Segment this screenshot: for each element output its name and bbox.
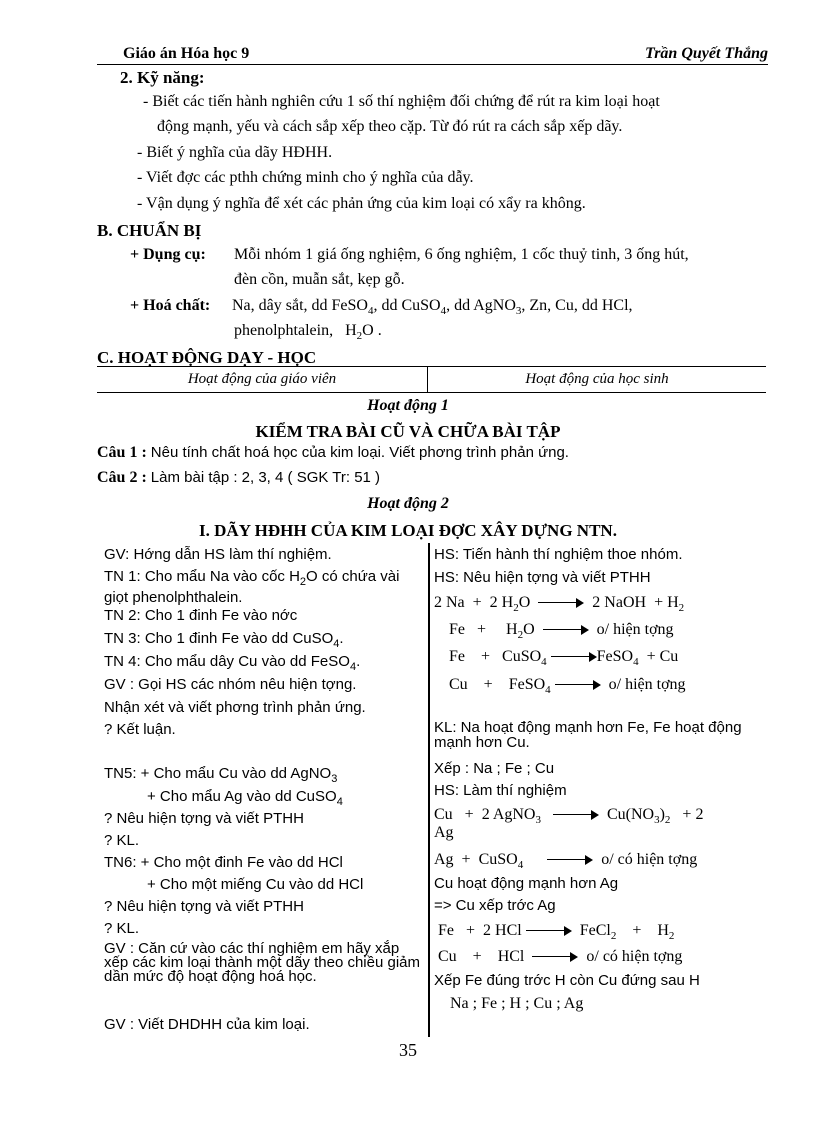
header-left: Giáo án Hóa học 9 (123, 45, 250, 62)
equation-6-result: o/ có hiện tợng (601, 851, 698, 868)
teacher-line-10: + Cho mẩu Ag vào dd CuSO$_4$ (147, 788, 343, 808)
teacher-line-13: TN6: + Cho một đinh Fe vào dd HCl (104, 854, 343, 871)
student-order-1: Xếp : Na ; Fe ; Cu (434, 760, 555, 777)
equation-4-result: o/ hiện tợng (608, 676, 686, 693)
teacher-line-1: GV: Hớng dẫn HS làm thí nghiệm. (104, 546, 332, 563)
question-2 (97, 469, 380, 487)
activity-2-label: Hoạt động 2 (367, 495, 449, 512)
header-right: Trần Quyết Thắng (645, 45, 768, 62)
skill-item-1: - Biết các tiến hành nghiên cứu 1 số thí nghiệm đối chứng để rút ra kim loại hoạt (143, 93, 660, 110)
teacher-line-2: TN 1: Cho mẩu Na vào cốc $H_2O$ có chứa vài giọt phenolphthalein. (104, 568, 400, 606)
student-line-1: HS: Tiến hành thí nghiệm thoe nhóm. (434, 546, 683, 563)
equation-6: Ag + CuSO$_4$ o/ có hiện tợng (434, 851, 698, 872)
question-1-label: Câu 1 : (97, 444, 147, 461)
prep-title: B. CHUẨN BỊ (97, 221, 202, 240)
teacher-line-9: TN5: + Cho mẩu Cu vào dd AgNO$_3$ (104, 765, 338, 785)
equation-5: Cu + 2 AgNO$_3$ $Cu(NO_3)_2 + 2$ (434, 806, 704, 827)
equation-1: 2 Na + 2 $H_2O$ 2 NaOH + $H_2$ (434, 594, 685, 615)
header-rule (97, 64, 768, 65)
teacher-line-3: TN 2: Cho 1 đinh Fe vào nớc (104, 607, 298, 624)
teacher-line-12: ? KL. (104, 832, 140, 849)
teacher-line-4: TN 3: Cho 1 đinh Fe vào dd CuSO$_4$. (104, 630, 344, 650)
skill-item-4: - Vận dụng ý nghĩa để xét các phản ứng của kim loại có xẩy ra không. (137, 195, 586, 212)
equation-4: Cu + FeSO$_4$ o/ hiện tợng (449, 676, 686, 697)
tools-line-2: đèn cồn, muẫn sắt, kẹp gỗ. (234, 271, 405, 288)
student-line-2: HS: Nêu hiện tợng và viết PTHH (434, 569, 651, 586)
question-2-label: Câu 2 : (97, 469, 147, 486)
teacher-line-8: ? Kết luận. (104, 721, 176, 738)
arrow-icon (526, 926, 572, 936)
arrow-icon (538, 598, 584, 608)
table-header-rule (97, 392, 766, 393)
activities-title: C. HOẠT ĐỘNG DẠY - HỌC (97, 348, 317, 367)
teacher-line-17: GV : Căn cứ vào các thí nghiệm em hãy xắp xếp các kim loại thành một dãy theo chiều giảm dần mức độ hoạt động hoá học. (104, 940, 421, 985)
arrow-icon (547, 855, 593, 865)
column-divider (428, 543, 430, 1037)
equation-8: Cu + HCl o/ có hiện tợng (438, 948, 683, 965)
col-student-header: Hoạt động của học sinh (525, 371, 669, 387)
arrow-icon (532, 952, 578, 962)
equation-8-result: o/ có hiện tợng (586, 948, 683, 965)
student-order-2: Na ; Fe ; H ; Cu ; Ag (450, 995, 584, 1012)
student-conclusion-3: => Cu xếp trớc Ag (434, 897, 556, 914)
chem-label: + Hoá chất: (130, 297, 211, 314)
teacher-line-11: ? Nêu hiện tợng và viết PTHH (104, 810, 304, 827)
equation-7: Fe + 2 HCl FeCl$_2$ + $H_2$ (438, 922, 675, 943)
col-teacher-header: Hoạt động của giáo viên (187, 371, 337, 387)
teacher-line-14: + Cho một miếng Cu vào dd HCl (147, 876, 364, 893)
question-1 (97, 444, 569, 462)
question-1-text: Nêu tính chất hoá học của kim loại. Viết phơng trình phản ứng. (150, 444, 569, 461)
equation-2: Fe + $H_2O$ o/ hiện tợng (449, 621, 674, 642)
skill-item-1-cont: động mạnh, yếu và cách sắp xếp theo cặp. Từ đó rút ra cách sắp xếp dãy. (157, 118, 623, 135)
teacher-line-7: Nhận xét và viết phơng trình phản ứng. (104, 699, 366, 716)
equation-3: Fe + CuSO$_4$ FeSO$_4$ + Cu (449, 648, 679, 669)
arrow-icon (543, 625, 589, 635)
chem-line-2: phenolphtalein, $H_2O$ . (234, 322, 382, 343)
skill-item-3: - Viết đợc các pthh chứng minh cho ý nghĩa của dẫy. (137, 169, 474, 186)
student-line-3: HS: Làm thí nghiệm (434, 782, 567, 799)
equation-2-result: o/ hiện tợng (596, 621, 674, 638)
arrow-icon (555, 680, 601, 690)
teacher-line-16: ? KL. (104, 920, 140, 937)
tools-label: + Dụng cụ: (130, 246, 206, 263)
student-conclusion-4: Xếp Fe đúng trớc H còn Cu đứng sau H (434, 972, 700, 989)
skills-title: 2. Kỹ năng: (120, 68, 205, 87)
student-conclusion-2: Cu hoạt động mạnh hơn Ag (434, 875, 619, 892)
activity-2-title: I. DÃY HĐHH CỦA KIM LOẠI ĐỢC XÂY DỰNG NTN. (199, 521, 617, 540)
question-2-text: Làm bài tập : 2, 3, 4 ( SGK Tr: 51 ) (150, 469, 381, 486)
teacher-line-15: ? Nêu hiện tợng và viết PTHH (104, 898, 304, 915)
tools-line-1: Mỗi nhóm 1 giá ống nghiệm, 6 ống nghiệm, 1 cốc thuỷ tinh, 3 ống hút, (234, 246, 689, 263)
page-number: 35 (399, 1040, 417, 1060)
chem-line-1: Na, dây sắt, dd FeSO$_4$, dd CuSO$_4$, dd AgNO$_3$, Zn, Cu, dd HCl, (232, 297, 633, 318)
arrow-icon (551, 652, 597, 662)
activity-1-label: Hoạt động 1 (367, 397, 449, 414)
table-top-rule (97, 366, 766, 367)
student-conclusion-1: KL: Na hoạt động mạnh hơn Fe, Fe hoạt động mạnh hơn Cu. (434, 719, 742, 751)
arrow-icon (553, 810, 599, 820)
skill-item-2: - Biết ý nghĩa của dãy HĐHH. (137, 144, 333, 161)
teacher-line-18: GV : Viết DHDHH của kim loại. (104, 1016, 310, 1033)
equation-5-tail: Ag (434, 824, 454, 841)
teacher-line-5: TN 4: Cho mẩu dây Cu vào dd FeSO$_4$. (104, 653, 361, 673)
teacher-line-6: GV : Gọi HS các nhóm nêu hiện tợng. (104, 676, 357, 693)
activity-1-title: KIỂM TRA BÀI CŨ VÀ CHỮA BÀI TẬP (255, 422, 561, 441)
